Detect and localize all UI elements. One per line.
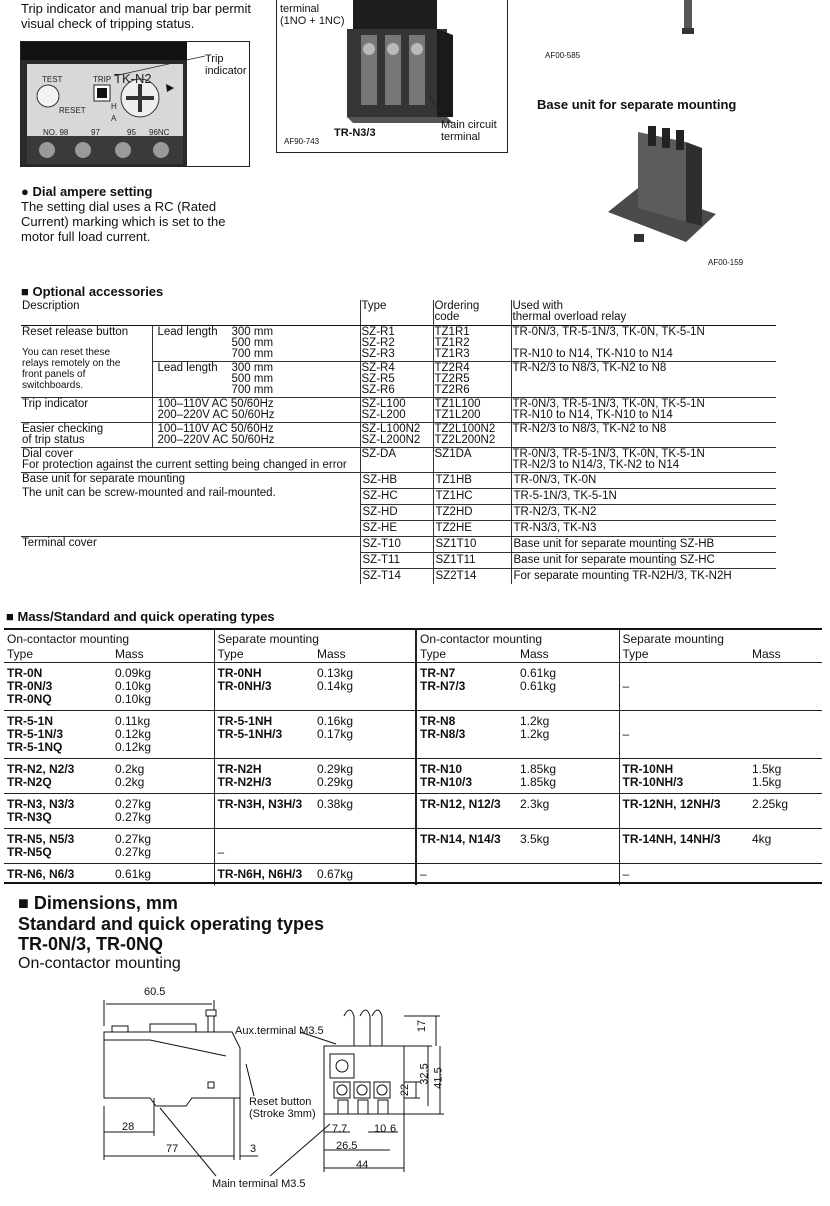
square-bullet-icon: ■ — [6, 609, 14, 624]
mass-value-cell — [749, 711, 822, 759]
top-right-photo — [680, 0, 700, 36]
mass-type-cell: TR-14NH, 14NH/3 — [619, 829, 749, 864]
mass-type-cell: TR-N3H, N3H/3 — [214, 794, 314, 829]
square-bullet-icon: ■ — [18, 893, 29, 913]
accessory-row: SZ-HE TZ2HE TR-N3/3, TK-N3 — [21, 521, 776, 537]
mass-table-body — [4, 663, 822, 886]
mass-type-cell: TR-N6H, N6H/3 — [214, 864, 314, 886]
accessory-row: Reset release button You can reset these relays remotely on the front panels of switchboards. Lead length 300 mm 500 mm 700 mm SZ-R1 SZ-R2 SZ-R3 TZ1R1 TZ1R2 TZ1R3 TR-0N/3, TR-5-1N/3, TK-0N, TK-5-1N TR-N10 to N14, TK-N10 to N14 — [21, 326, 776, 362]
mass-type-cell: TR-N2H TR-N2H/3 — [214, 759, 314, 794]
square-bullet-icon: ■ — [21, 284, 29, 299]
mass-value-cell — [314, 829, 416, 864]
mass-type-cell: TR-0N TR-0N/3 TR-0NQ — [4, 663, 112, 711]
mass-type-cell: TR-N3, N3/3 TR-N3Q — [4, 794, 112, 829]
mass-value-cell: 0.13kg 0.14kg — [314, 663, 416, 711]
mass-row — [4, 759, 822, 794]
accessories-table — [21, 300, 776, 584]
mass-type-cell: TR-10NH TR-10NH/3 — [619, 759, 749, 794]
accessory-row: Terminal cover SZ-T10 SZ1T10 Base unit for separate mounting SZ-HB — [21, 537, 776, 553]
bullet-icon: ● — [21, 184, 29, 199]
accessory-row: SZ-HC TZ1HC TR-5-1N/3, TK-5-1N — [21, 489, 776, 505]
accessory-row: SZ-HD TZ2HD TR-N2/3, TK-N2 — [21, 505, 776, 521]
mass-row — [4, 663, 822, 711]
accessory-row: SZ-T11 SZ1T11 Base unit for separate mounting SZ-HC — [21, 553, 776, 569]
dimensions-section: ■ Dimensions, mm Standard and quick operating types TR-0N/3, TR-0NQ On-contactor mounting — [18, 893, 325, 972]
mass-type-cell: TR-5-1NH TR-5-1NH/3 — [214, 711, 314, 759]
mass-type-cell: TR-N5, N5/3 TR-N5Q — [4, 829, 112, 864]
mass-row — [4, 711, 822, 759]
mass-value-cell: 0.67kg — [314, 864, 416, 886]
mass-value-cell — [749, 663, 822, 711]
trip-indicator-photo: TEST TRIP TK-N2 RESET H A NO. 98 97 95 96NC Trip indicator — [20, 41, 250, 167]
mass-type-cell: TR-5-1N TR-5-1N/3 TR-5-1NQ — [4, 711, 112, 759]
accessory-row: Trip indicator 100–110V AC 50/60Hz 200–220V AC 50/60Hz SZ-L100 SZ-L200 TZ1L100 TZ1L200 TR-0N/3, TR-5-1N/3, TK-0N, TK-5-1N TR-N10 to N14, TK-N10 to N14 — [21, 398, 776, 423]
mass-group-row: On-contactor mounting Separate mounting On-contactor mounting Separate mounting — [4, 629, 822, 647]
mass-value-cell: 2.25kg — [749, 794, 822, 829]
accessory-row: Easier checking of trip status 100–110V AC 50/60Hz 200–220V AC 50/60Hz SZ-L100N2 SZ-L200N2 TZ2L100N2 TZ2L200N2 TR-N2/3 to N8/3, TK-N2 to N8 — [21, 423, 776, 448]
photo-code-bottom: AF00-159 — [708, 258, 744, 267]
mass-value-cell: 1.85kg 1.85kg — [517, 759, 619, 794]
mass-value-cell: 0.09kg 0.10kg 0.10kg — [112, 663, 214, 711]
mass-table — [4, 628, 822, 885]
base-unit-photo — [598, 122, 718, 252]
dial-setting-section: ● Dial ampere setting The setting dial uses a RC (Rated Current) marking which is set to the motor full load current. — [21, 184, 271, 244]
mass-type-cell: TR-N6, N6/3 — [4, 864, 112, 886]
trip-indicator-description: Trip indicator and manual trip bar permit visual check of tripping status. — [21, 1, 252, 31]
mass-type-cell: – — [619, 663, 749, 711]
mass-value-cell: 1.2kg 1.2kg — [517, 711, 619, 759]
mass-type-cell: – — [619, 864, 749, 886]
mass-type-cell: TR-N8 TR-N8/3 — [416, 711, 517, 759]
accessories-header-row: Description Type Ordering code Used with thermal overload relay — [21, 300, 776, 326]
base-unit-heading: Base unit for separate mounting — [537, 97, 737, 112]
mass-value-cell: 2.3kg — [517, 794, 619, 829]
dial-heading: ● Dial ampere setting — [21, 184, 153, 199]
mass-type-cell: TR-N14, N14/3 — [416, 829, 517, 864]
mass-type-cell: – — [619, 711, 749, 759]
mass-value-cell: 0.11kg 0.12kg 0.12kg — [112, 711, 214, 759]
mass-type-cell: – — [214, 829, 314, 864]
accessory-row: SZ-T14 SZ2T14 For separate mounting TR-N2H/3, TK-N2H — [21, 569, 776, 585]
mass-type-cell: TR-0NH TR-0NH/3 — [214, 663, 314, 711]
photo-code-top: AF00-585 — [545, 51, 581, 60]
mass-value-cell: 0.2kg 0.2kg — [112, 759, 214, 794]
table-crop-mask — [0, 590, 830, 606]
mass-value-cell: 0.38kg — [314, 794, 416, 829]
mass-value-cell: 0.16kg 0.17kg — [314, 711, 416, 759]
mass-value-cell: 3.5kg — [517, 829, 619, 864]
main-circuit-caption: Main circuit terminal — [441, 119, 497, 143]
mass-type-cell: TR-N12, N12/3 — [416, 794, 517, 829]
mass-value-cell: 1.5kg 1.5kg — [749, 759, 822, 794]
mass-value-cell: 0.27kg 0.27kg — [112, 829, 214, 864]
mass-type-cell: – — [416, 864, 517, 886]
mass-table-bottom-rule — [4, 882, 822, 884]
accessory-row: Base unit for separate mounting The unit can be screw-mounted and rail-mounted. SZ-HB TZ1HB TR-0N/3, TK-0N — [21, 473, 776, 489]
accessories-heading: ■ Optional accessories — [21, 284, 164, 299]
mass-value-cell: 0.29kg 0.29kg — [314, 759, 416, 794]
mass-value-cell: 4kg — [749, 829, 822, 864]
relay-photo-box: terminal (1NO + 1NC) AF90-743 TR-N3/3 Main circuit terminal — [276, 0, 508, 153]
dimension-drawing: 60.5 Aux.terminal M3.5 Reset button (Stroke 3mm) 28 77 3 17 22 32.5 41.5 7.7 10 6 26.5 44 Main terminal M3.5 — [0, 980, 830, 1206]
trip-callout: Trip indicator — [205, 53, 247, 77]
mass-type-cell: TR-N7 TR-N7/3 — [416, 663, 517, 711]
mass-type-cell: TR-N10 TR-N10/3 — [416, 759, 517, 794]
mass-row — [4, 794, 822, 829]
mass-header-row: Type Mass Type Mass Type Mass Type Mass — [7, 647, 781, 661]
mass-value-cell: 0.61kg 0.61kg — [517, 663, 619, 711]
accessory-row: Dial cover For protection against the current setting being changed in error SZ-DA SZ1DA TR-0N/3, TR-5-1N/3, TK-0N, TK-5-1N TR-N2/3 to N14/3, TK-N2 to N14 — [21, 448, 776, 473]
accessory-row: Lead length 300 mm 500 mm 700 mm SZ-R4 SZ-R5 SZ-R6 TZ2R4 TZ2R5 TZ2R6 TR-N2/3 to N8/3, TK-N2 to N8 — [21, 362, 776, 398]
mass-type-cell: TR-N2, N2/3 TR-N2Q — [4, 759, 112, 794]
mass-value-cell: 0.27kg 0.27kg — [112, 794, 214, 829]
mass-type-cell: TR-12NH, 12NH/3 — [619, 794, 749, 829]
mass-row — [4, 829, 822, 864]
mass-heading: ■ Mass/Standard and quick operating types — [6, 609, 275, 624]
aux-terminal-caption: terminal (1NO + 1NC) — [280, 3, 345, 27]
mass-value-cell: 0.61kg — [112, 864, 214, 886]
